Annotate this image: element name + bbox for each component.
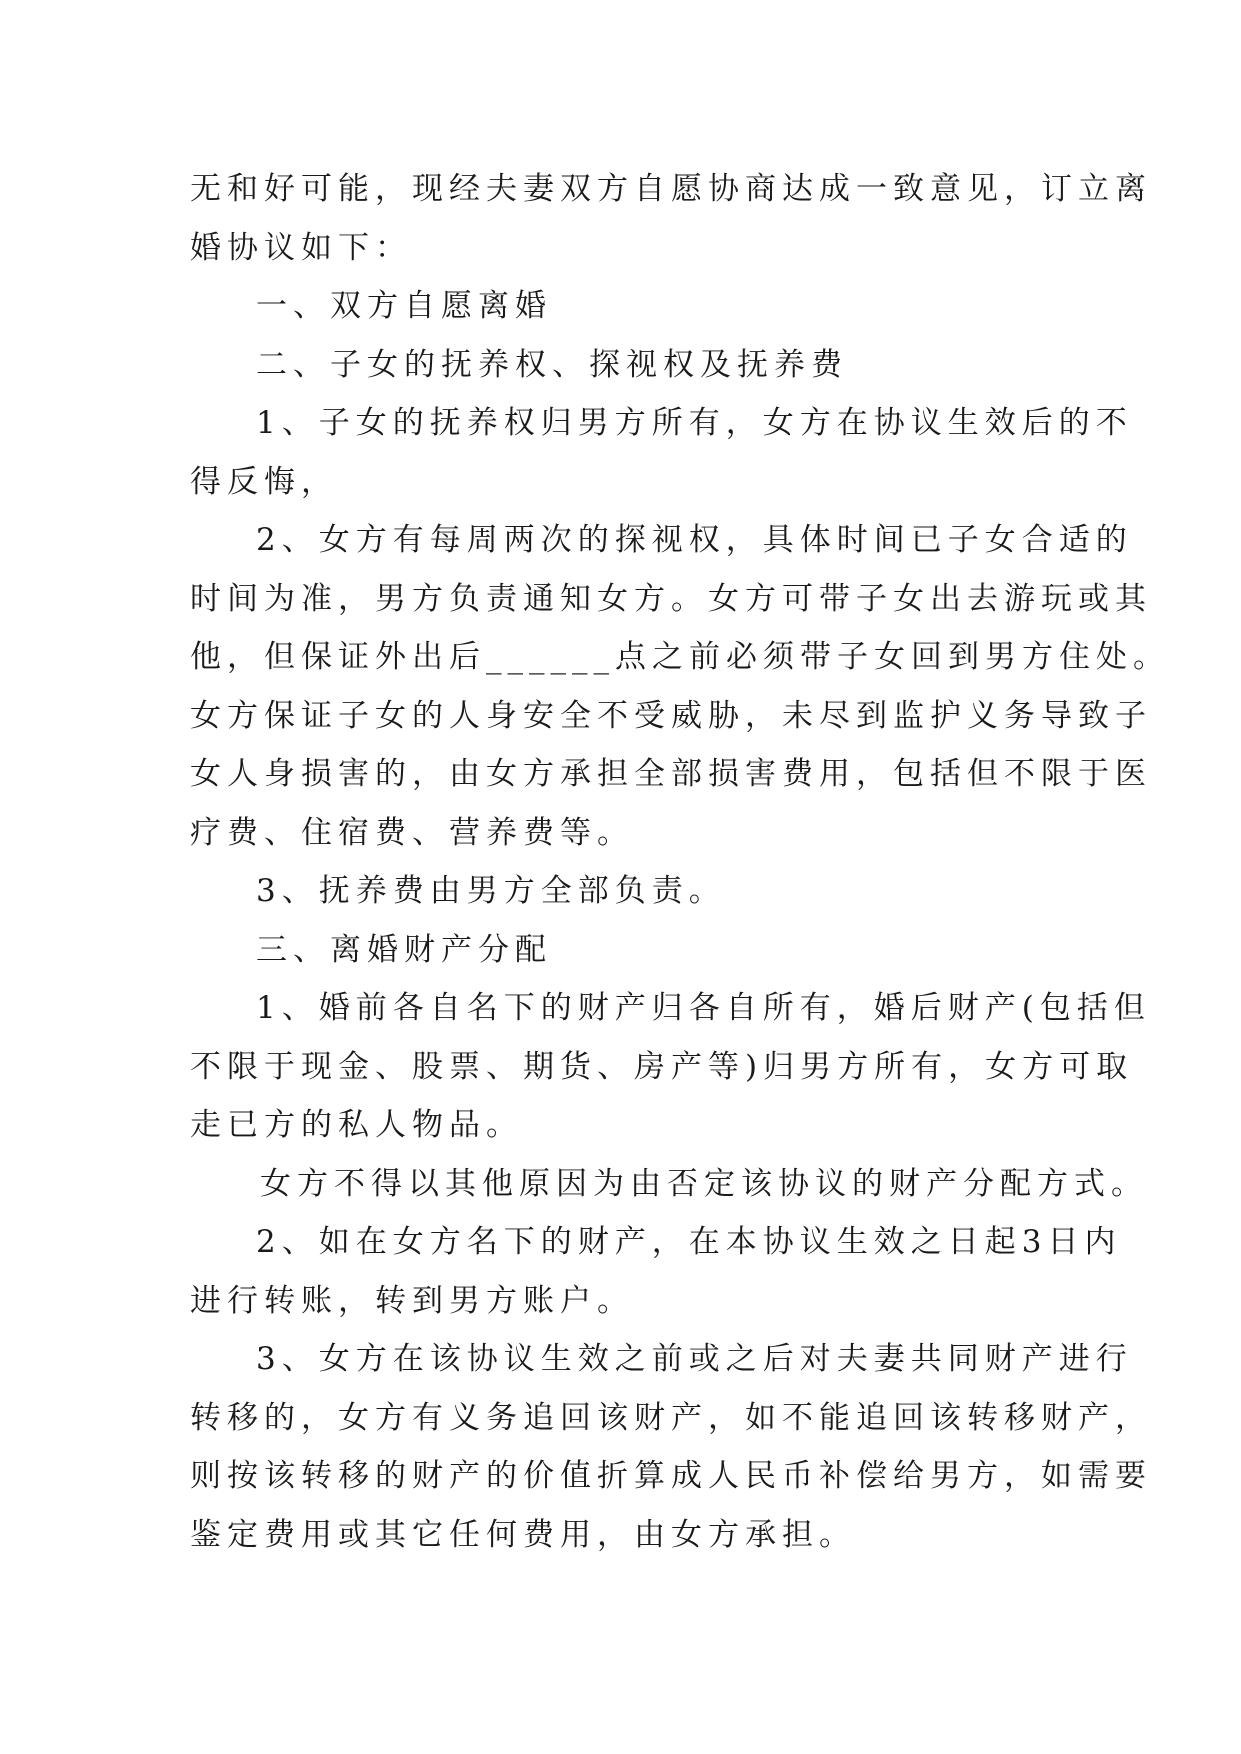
clause-line: 2、女方有每周两次的探视权，具体时间已子女合适的: [256, 522, 1133, 558]
clause-line: 1、婚前各自名下的财产归各自所有，婚后财产(包括但: [256, 990, 1151, 1026]
clause-line: 2、如在女方名下的财产，在本协议生效之日起3日内: [256, 1224, 1122, 1260]
clause-line: 3、抚养费由男方全部负责。: [256, 873, 726, 909]
body-line: 女人身损害的，由女方承担全部损害费用，包括但不限于医: [190, 756, 1152, 792]
clause-line: 3、女方在该协议生效之前或之后对夫妻共同财产进行: [256, 1341, 1133, 1377]
body-line: 婚协议如下：: [190, 229, 412, 266]
body-line: 他，但保证外出后______点之前必须带子女回到男方住处。: [190, 639, 1170, 675]
body-line: 疗费、住宿费、营养费等。: [190, 814, 634, 851]
body-line: 时间为准，男方负责通知女方。女方可带子女出去游玩或其: [190, 580, 1152, 617]
body-line: 不限于现金、股票、期货、房产等)归男方所有，女方可取: [190, 1048, 1134, 1085]
body-line: 鉴定费用或其它任何费用，由女方承担。: [190, 1516, 856, 1553]
body-line: 转移的，女方有义务追回该财产，如不能追回该转移财产，: [190, 1399, 1152, 1436]
body-line: 女方保证子女的人身安全不受威胁，未尽到监护义务导致子: [190, 697, 1152, 734]
section-heading: 二、子女的抚养权、探视权及抚养费: [256, 346, 848, 383]
section-heading: 一、双方自愿离婚: [256, 288, 552, 324]
body-line: 则按该转移的财产的价值折算成人民币补偿给男方，如需要: [190, 1458, 1152, 1494]
body-line: 进行转账，转到男方账户。: [190, 1282, 634, 1319]
section-heading: 三、离婚财产分配: [256, 931, 552, 968]
body-line: 女方不得以其他原因为由否定该协议的财产分配方式。: [260, 1165, 1148, 1202]
clause-line: 1、子女的抚养权归男方所有，女方在协议生效后的不: [256, 405, 1133, 441]
document-body: [190, 160, 1170, 1564]
body-line: 无和好可能，现经夫妻双方自愿协商达成一致意见，订立离: [190, 171, 1152, 207]
body-line: 得反悔，: [190, 463, 338, 500]
body-line: 走已方的私人物品。: [190, 1107, 523, 1143]
